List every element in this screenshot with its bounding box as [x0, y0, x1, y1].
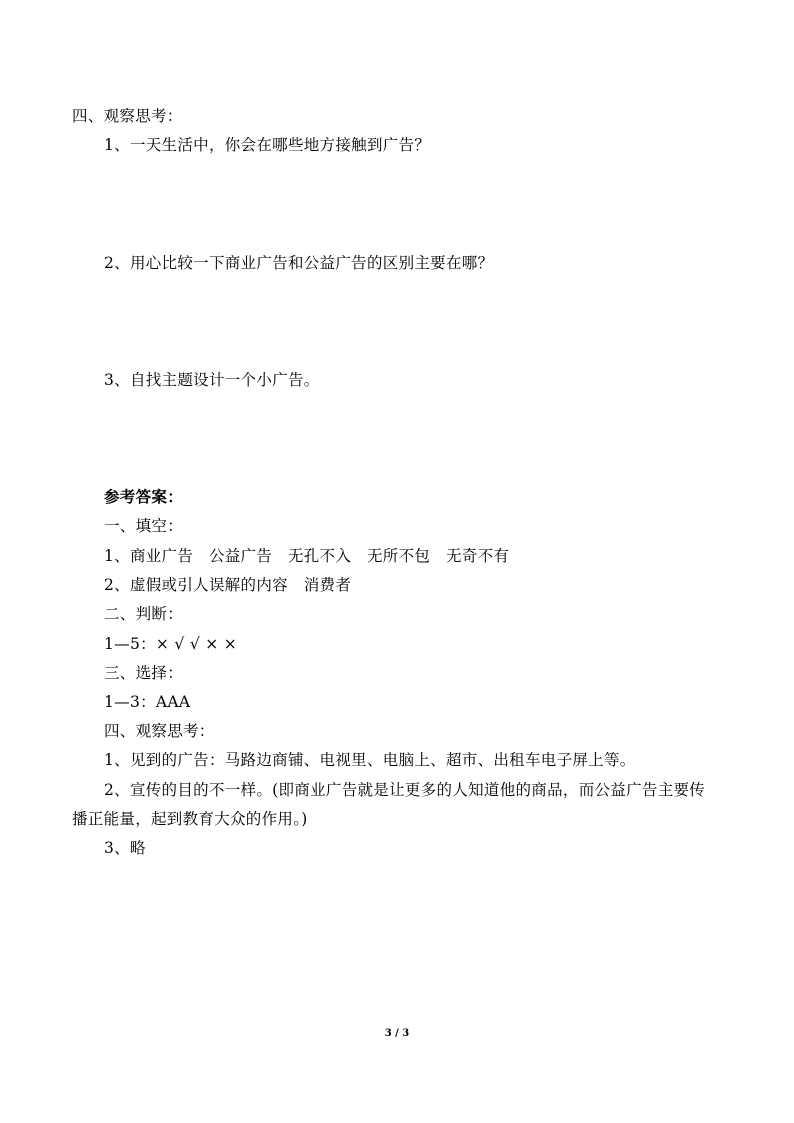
- answer-judge-1: 1—5：× √ √ × ×: [104, 635, 238, 653]
- answer-fill-1: 1、商业广告 公益广告 无孔不入 无所不包 无奇不有: [104, 547, 510, 565]
- page-number: 3 / 3: [384, 1028, 410, 1039]
- answer-fill-heading: 一、填空：: [104, 517, 184, 535]
- answer-observe-3: 3、略: [104, 839, 146, 857]
- answer-observe-heading: 四、观察思考：: [104, 722, 215, 740]
- answer-observe-2-line1: 2、宣传的目的不一样。(即商业广告就是让更多的人知道他的商品，而公益广告主要传: [104, 781, 706, 799]
- answer-fill-2: 2、虚假或引人误解的内容 消费者: [104, 576, 352, 594]
- answer-choice-heading: 三、选择：: [104, 664, 184, 682]
- question-1: 1、一天生活中，你会在哪些地方接触到广告？: [104, 136, 431, 154]
- answer-judge-heading: 二、判断：: [104, 605, 184, 623]
- answer-choice-1: 1—3：AAA: [104, 693, 191, 711]
- section-heading-observe: 四、观察思考：: [72, 107, 183, 125]
- answer-title: 参考答案：: [104, 487, 184, 506]
- answer-observe-1: 1、见到的广告：马路边商铺、电视里、电脑上、超市、出租车电子屏上等。: [104, 751, 636, 769]
- question-2: 2、用心比较一下商业广告和公益广告的区别主要在哪？: [104, 254, 494, 272]
- answer-observe-2-line2: 播正能量，起到教育大众的作用。): [72, 810, 308, 828]
- question-3: 3、自找主题设计一个小广告。: [104, 371, 320, 389]
